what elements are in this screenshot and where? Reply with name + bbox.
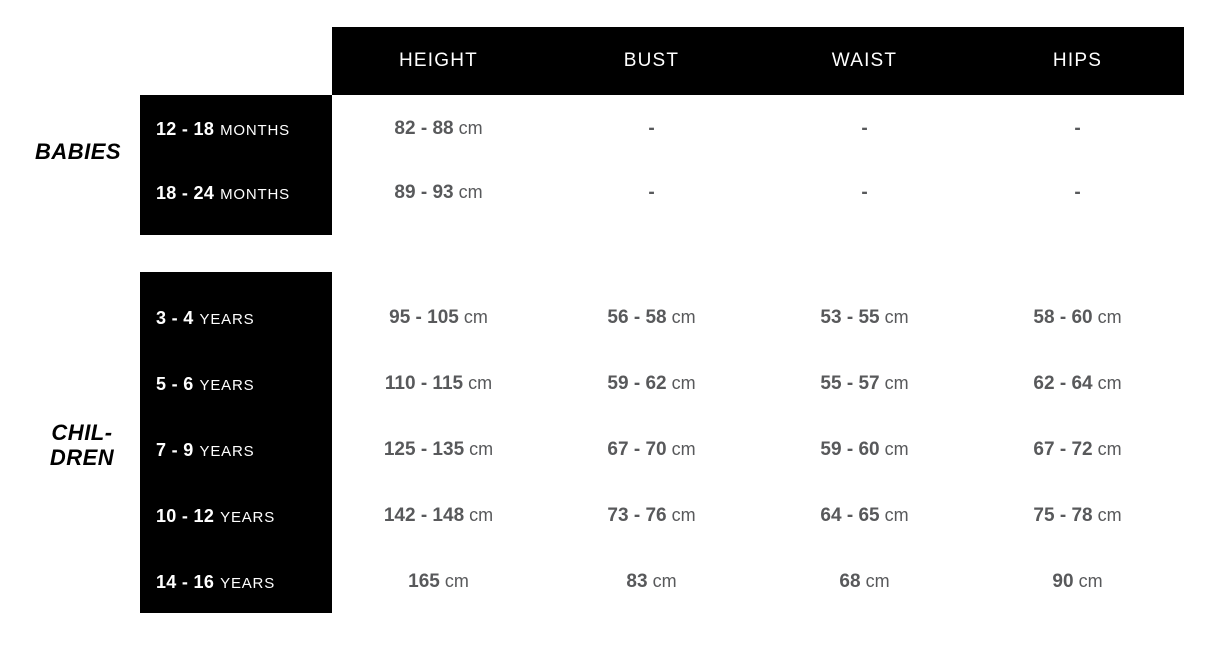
height-cell	[332, 571, 545, 593]
age-number: 7 - 9	[156, 439, 194, 460]
table-row	[140, 550, 1184, 614]
height-value: 82 - 88	[394, 118, 454, 139]
table-row	[140, 162, 1184, 224]
age-unit: YEARS	[220, 508, 275, 526]
hips-value: -	[1074, 182, 1081, 203]
height-unit: cm	[469, 439, 494, 459]
height-value: 95 - 105	[389, 307, 459, 328]
group-label-children-line1: CHIL-	[51, 420, 113, 445]
height-unit: cm	[463, 307, 488, 327]
bust-cell	[545, 439, 758, 461]
age-unit: YEARS	[220, 574, 275, 592]
height-cell	[332, 118, 545, 140]
height-value: 165	[408, 571, 440, 592]
waist-cell	[758, 118, 971, 140]
hips-value: 90	[1052, 571, 1074, 592]
waist-unit: cm	[865, 571, 890, 591]
table-row	[140, 418, 1184, 482]
waist-cell	[758, 373, 971, 395]
waist-cell	[758, 182, 971, 204]
height-cell	[332, 439, 545, 461]
bust-unit: cm	[671, 373, 696, 393]
waist-unit: cm	[884, 505, 909, 525]
hips-value: 62 - 64	[1033, 373, 1093, 394]
age-unit: YEARS	[199, 376, 255, 394]
hips-cell	[971, 505, 1184, 527]
bust-cell	[545, 505, 758, 527]
table-header-row	[332, 27, 1184, 95]
age-cell	[140, 506, 332, 527]
hips-value: -	[1074, 118, 1081, 139]
hips-value: 67 - 72	[1033, 439, 1093, 460]
bust-value: 83	[626, 571, 648, 592]
age-unit: MONTHS	[220, 185, 290, 203]
bust-cell	[545, 307, 758, 329]
hips-unit: cm	[1097, 505, 1122, 525]
bust-unit: cm	[671, 439, 696, 459]
bust-unit: cm	[671, 307, 696, 327]
height-unit: cm	[458, 118, 483, 138]
hips-unit: cm	[1097, 307, 1122, 327]
bust-value: 67 - 70	[607, 439, 667, 460]
waist-value: 68	[839, 571, 861, 592]
height-unit: cm	[468, 373, 493, 393]
waist-unit: cm	[884, 373, 909, 393]
height-value: 110 - 115	[384, 373, 464, 394]
bust-value: 59 - 62	[607, 373, 667, 394]
group-label-babies: BABIES	[34, 139, 122, 164]
age-unit: YEARS	[199, 310, 255, 328]
bust-cell	[545, 118, 758, 140]
bust-unit: cm	[652, 571, 677, 591]
hips-unit: cm	[1078, 571, 1103, 591]
column-header-height: HEIGHT	[399, 50, 478, 71]
height-cell	[332, 182, 545, 204]
column-header-hips: HIPS	[1052, 50, 1103, 71]
waist-cell	[758, 439, 971, 461]
age-cell	[140, 119, 332, 140]
bust-unit: cm	[671, 505, 696, 525]
age-number: 10 - 12	[156, 505, 215, 526]
bust-value: 56 - 58	[607, 307, 667, 328]
hips-cell	[971, 182, 1184, 204]
height-unit: cm	[458, 182, 483, 202]
hips-unit: cm	[1097, 439, 1122, 459]
height-unit: cm	[469, 505, 494, 525]
age-unit: YEARS	[199, 442, 255, 460]
height-value: 125 - 135	[383, 439, 465, 460]
height-cell	[332, 373, 545, 395]
hips-value: 75 - 78	[1033, 505, 1093, 526]
waist-value: -	[861, 118, 868, 139]
bust-value: 73 - 76	[607, 505, 667, 526]
age-number: 12 - 18	[156, 118, 215, 139]
column-header-waist: WAIST	[831, 50, 898, 71]
waist-cell	[758, 571, 971, 593]
bust-value: -	[648, 182, 655, 203]
group-label-children-line2: DREN	[49, 445, 115, 471]
hips-unit: cm	[1097, 373, 1122, 393]
column-header-bust: BUST	[623, 50, 680, 71]
height-cell	[332, 505, 545, 527]
age-number: 14 - 16	[156, 571, 215, 592]
table-row	[140, 98, 1184, 160]
waist-value: 64 - 65	[820, 505, 880, 526]
age-unit: MONTHS	[220, 121, 290, 139]
hips-cell	[971, 118, 1184, 140]
height-value: 142 - 148	[383, 505, 465, 526]
hips-cell	[971, 439, 1184, 461]
waist-cell	[758, 307, 971, 329]
age-number: 5 - 6	[156, 373, 194, 394]
bust-value: -	[648, 118, 655, 139]
table-row	[140, 484, 1184, 548]
age-number: 3 - 4	[156, 307, 194, 328]
hips-cell	[971, 571, 1184, 593]
waist-cell	[758, 505, 971, 527]
height-value: 89 - 93	[394, 182, 454, 203]
bust-cell	[545, 373, 758, 395]
group-label-children	[22, 420, 142, 471]
height-unit: cm	[444, 571, 469, 591]
waist-value: 53 - 55	[820, 307, 880, 328]
age-number: 18 - 24	[156, 182, 215, 203]
age-cell	[140, 183, 332, 204]
waist-value: 55 - 57	[820, 373, 880, 394]
hips-cell	[971, 373, 1184, 395]
waist-value: 59 - 60	[820, 439, 880, 460]
age-cell	[140, 440, 332, 461]
waist-value: -	[861, 182, 868, 203]
bust-cell	[545, 182, 758, 204]
table-row	[140, 286, 1184, 350]
age-cell	[140, 374, 332, 395]
bust-cell	[545, 571, 758, 593]
height-cell	[332, 307, 545, 329]
waist-unit: cm	[884, 307, 909, 327]
hips-cell	[971, 307, 1184, 329]
age-cell	[140, 572, 332, 593]
table-row	[140, 352, 1184, 416]
age-cell	[140, 308, 332, 329]
hips-value: 58 - 60	[1033, 307, 1093, 328]
waist-unit: cm	[884, 439, 909, 459]
